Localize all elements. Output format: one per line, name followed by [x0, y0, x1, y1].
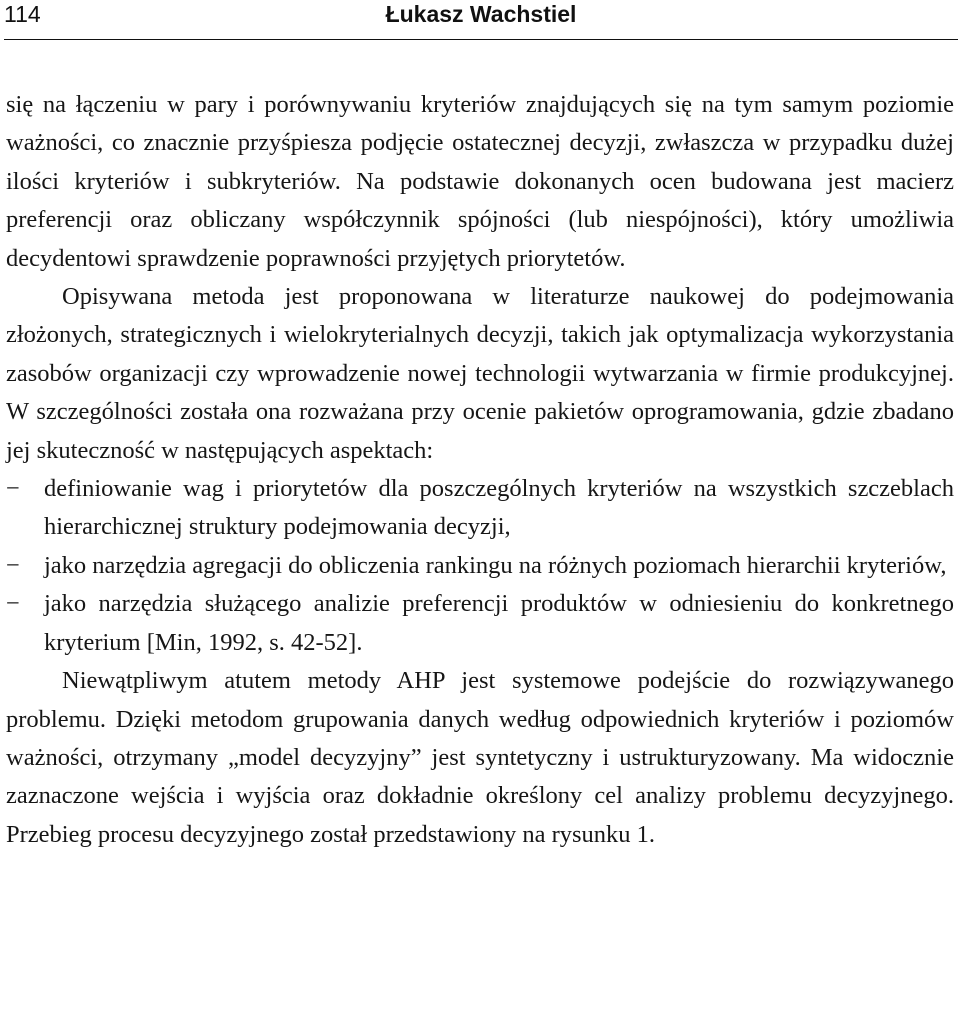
page-header	[4, 0, 958, 40]
running-head-author: Łukasz Wachstiel	[385, 1, 577, 27]
dash-bullet: −	[6, 475, 20, 503]
paragraph-1: się na łączeniu w pary i porównywaniu kryteriów znajdujących się na tym samym poziomie ważności, co znacznie przyśpiesza podjęcie ostatecznej decyzji, zwłaszcza w przypadku dużej ilości kryteriów i subkryteriów. Na podstawie dokonanych ocen budowana jest macierz preferencji oraz obliczany współczynnik spójności (lub niespójności), który umożliwia decydentowi sprawdzenie poprawności przyjętych priorytetów.	[6, 91, 954, 272]
dash-bullet: −	[6, 590, 20, 618]
aspects-list	[6, 470, 954, 662]
list-item	[6, 470, 954, 547]
page-body	[6, 86, 954, 854]
dash-bullet: −	[6, 551, 20, 579]
paragraph-3: Niewątpliwym atutem metody AHP jest systemowe podejście do rozwiązywanego problemu. Dzięki metodom grupowania danych według odpowiednich kryteriów i poziomów ważności, otrzymany „model decyzyjny” jest syntetyczny i ustrukturyzowany. Ma widocznie zaznaczone wejścia i wyjścia oraz dokładnie określony cel analizy problemu decyzyjnego. Przebieg procesu decyzyjnego został przedstawiony na rysunku 1.	[6, 667, 954, 848]
list-item	[6, 547, 954, 585]
list-item-text: jako narzędzia służącego analizie preferencji produktów w odniesieniu do konkretnego kryterium [Min, 1992, s. 42-52].	[44, 590, 954, 656]
list-item-text: definiowanie wag i priorytetów dla poszczególnych kryteriów na wszystkich szczeblach hierarchicznej struktury podejmowania decyzji,	[44, 475, 954, 541]
page-number: 114	[4, 1, 41, 27]
paragraph-2: Opisywana metoda jest proponowana w literaturze naukowej do podejmowania złożonych, strategicznych i wielokryterialnych decyzji, takich jak optymalizacja wykorzystania zasobów organizacji czy wprowadzenie nowej technologii wytwarzania w firmie produkcyjnej. W szczególności została ona rozważana przy ocenie pakietów oprogramowania, gdzie zbadano jej skuteczność w następujących aspektach:	[6, 283, 954, 464]
list-item-text: jako narzędzia agregacji do obliczenia rankingu na różnych poziomach hierarchii kryteriów,	[44, 551, 947, 579]
list-item	[6, 585, 954, 662]
